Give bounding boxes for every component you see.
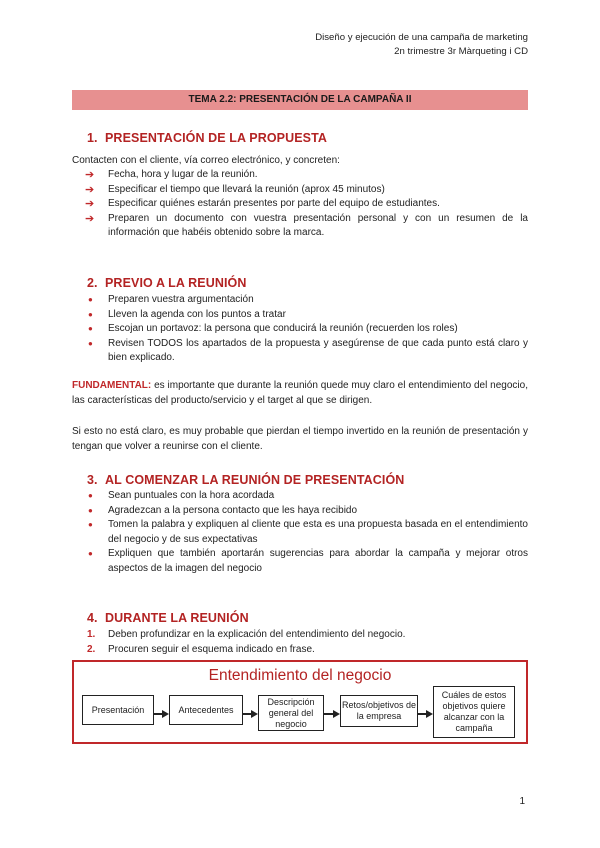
diagram-step-objetivos-campana: Cuáles de estos objetivos quiere alcanzar con la campaña (433, 686, 515, 738)
section-1-title: PRESENTACIÓN DE LA PROPUESTA (105, 131, 328, 145)
section-3-title: AL COMENZAR LA REUNIÓN DE PRESENTACIÓN (105, 473, 405, 487)
section-1-number: 1. (87, 131, 98, 145)
arrow-right-icon: ➔ (85, 183, 95, 196)
bullet-icon: ● (88, 324, 93, 334)
list-item: ➔ Fecha, hora y lugar de la reunión. (85, 169, 258, 181)
warning-paragraph: Si esto no está claro, es muy probable que pierdan el tiempo invertido en la reunión de presentación y tengan que volver a reunirse con el cliente. (72, 426, 528, 452)
list-item: ● Escojan un portavoz: la persona que conducirá la reunión (recuerden los roles) (72, 322, 528, 337)
bullet-icon: ● (88, 491, 93, 500)
diagram-step-antecedentes: Antecedentes (169, 695, 243, 725)
bullet-icon: ● (88, 505, 93, 515)
fundamental-label: FUNDAMENTAL: (72, 380, 152, 391)
section-4-number: 4. (87, 611, 98, 625)
section-1-intro: Contacten con el cliente, vía correo electrónico, y concreten: (72, 155, 340, 166)
section-3-number: 3. (87, 473, 98, 487)
list-item: ➔ Preparen un documento con vuestra presentación personal y con un resumen de la información que habéis obtenido sobre la marca. (85, 212, 528, 239)
header-course-title: Diseño y ejecución de una campaña de marketing (315, 32, 528, 43)
list-item: ● Revisen TODOS los apartados de la propuesta y asegúrense de que cada punto está claro y bien explicado. (88, 337, 528, 364)
section-1-list (72, 168, 528, 241)
bullet-icon: ● (88, 520, 93, 530)
list-item: ● Expliquen que también aportarán sugerencias para abordar la campaña y mejorar otros aspectos de la imagen del negocio (88, 548, 528, 574)
bullet-icon: ● (88, 295, 93, 304)
diagram-step-presentacion: Presentación (82, 695, 154, 725)
list-item: ● Tomen la palabra y expliquen al cliente que esta es una propuesta basada en el entendimiento del negocio y de sus expectativas (88, 519, 528, 545)
page-title: TEMA 2.2: PRESENTACIÓN DE LA CAMPAÑA II (72, 90, 528, 110)
section-2-list (72, 293, 528, 366)
section-2-title: PREVIO A LA REUNIÓN (105, 276, 247, 290)
diagram-title: Entendimiento del negocio (208, 667, 392, 684)
section-1-heading (87, 131, 327, 145)
section-2-number: 2. (87, 276, 98, 290)
list-item: 1. Deben profundizar en la explicación del entendimiento del negocio. (87, 629, 406, 640)
diagram-step-descripcion: Descripción general del negocio (258, 695, 324, 731)
section-2-heading (87, 276, 247, 290)
list-item: ● Agradezcan a la persona contacto que les haya recibido (72, 504, 528, 519)
header-term: 2n trimestre 3r Màrqueting i CD (394, 46, 528, 57)
fundamental-text: es importante que durante la reunión quede muy claro el entendimiento del negocio, las características del producto/servicio y el target al que se dirigen. (72, 380, 528, 406)
arrow-right-icon: ➔ (85, 212, 95, 225)
fundamental-note (72, 378, 528, 408)
list-item: ● Sean puntuales con la hora acordada (72, 489, 528, 504)
list-item: ➔ Especificar el tiempo que llevará la reunión (aprox 45 minutos) (85, 183, 385, 196)
bullet-icon: ● (88, 549, 93, 559)
list-item: 2. Procuren seguir el esquema indicado en frase. (87, 643, 315, 655)
bullet-icon: ● (88, 309, 93, 319)
business-understanding-diagram (72, 660, 528, 744)
section-3-heading (87, 473, 404, 487)
list-item: ➔ Especificar quiénes estarán presentes por parte del equipo de estudiantes. (85, 198, 440, 211)
document-header (315, 31, 528, 59)
section-4-heading (87, 611, 249, 625)
section-4-title: DURANTE LA REUNIÓN (105, 611, 249, 625)
section-4-list (72, 628, 528, 657)
list-item: ● Lleven la agenda con los puntos a tratar (72, 308, 528, 323)
diagram-step-retos: Retos/objetivos de la empresa (340, 695, 418, 727)
section-3-list (72, 489, 528, 577)
page-number: 1 (519, 796, 525, 807)
arrow-right-icon: ➔ (85, 198, 95, 211)
arrow-right-icon: ➔ (85, 169, 95, 181)
bullet-icon: ● (88, 338, 93, 348)
list-item: ● Preparen vuestra argumentación (72, 293, 528, 308)
